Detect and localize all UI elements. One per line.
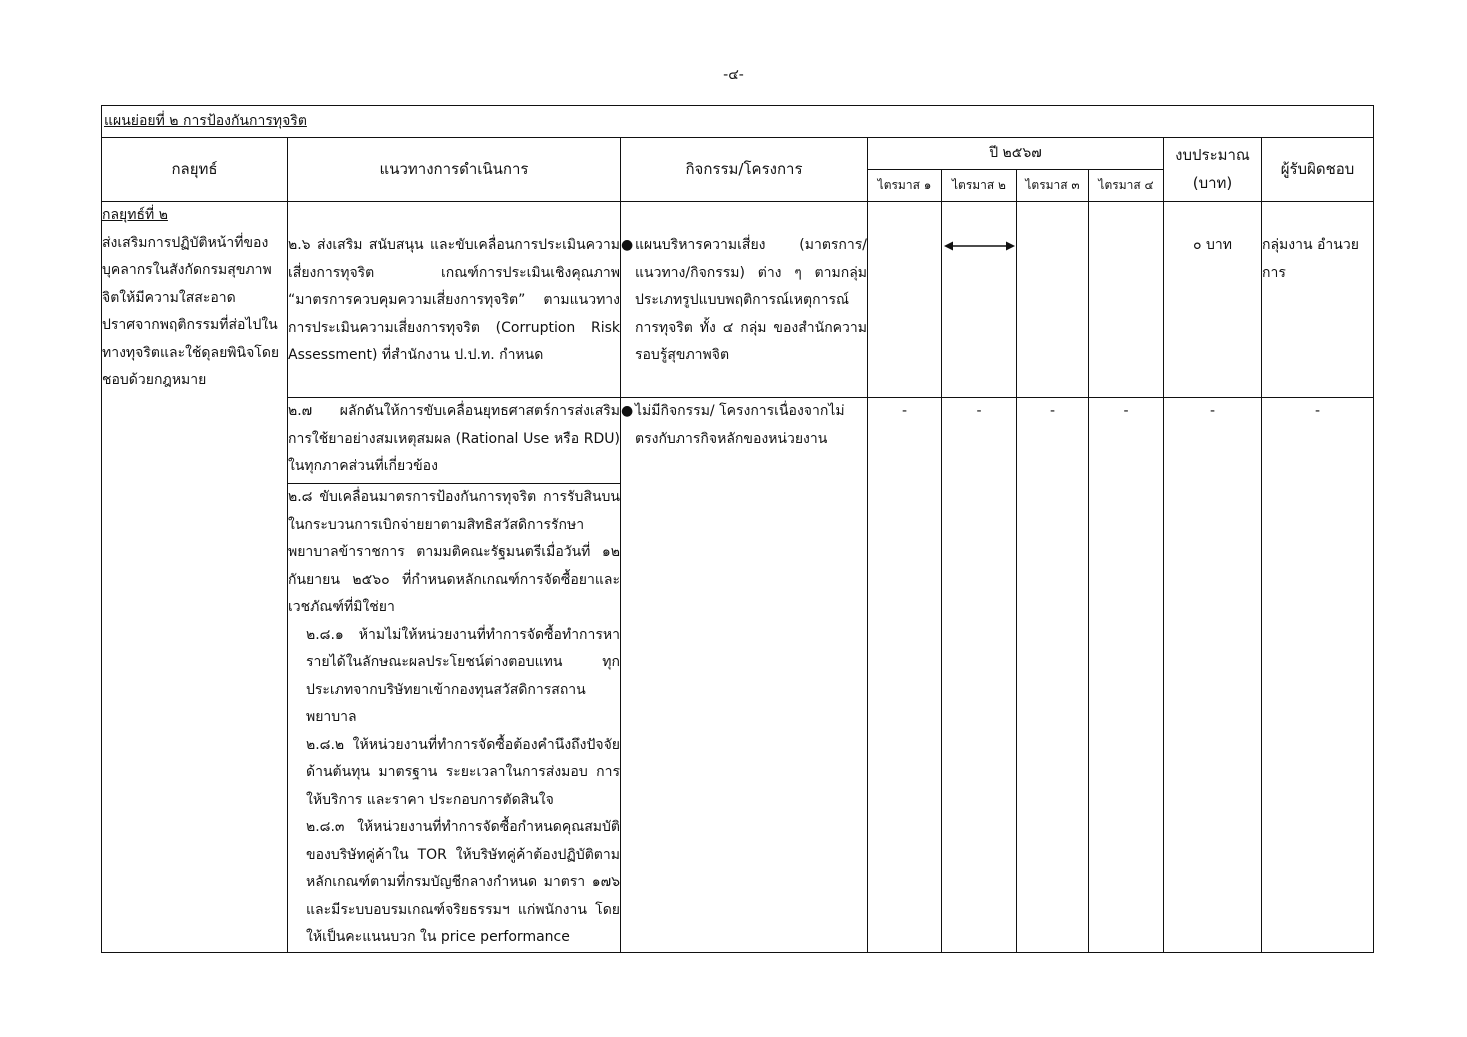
- page-number: -๔-: [723, 67, 744, 83]
- plan-table: [101, 105, 1374, 953]
- strategy-heading: กลยุทธ์ที่ ๒: [102, 207, 168, 223]
- q2-2-7: -: [942, 398, 1017, 953]
- q3-2-7: -: [1017, 398, 1089, 953]
- budget-2-7: -: [1164, 398, 1262, 953]
- approach-2-8-cell: [288, 484, 621, 953]
- plan-title: แผนย่อยที่ ๒ การป้องกันการทุจริต: [104, 113, 307, 129]
- header-budget: [1164, 138, 1262, 202]
- approach-2-6: ๒.๖ ส่งเสริม สนับสนุน และขับเคลื่อนการประเมินความเสี่ยงการทุจริต เกณฑ์การประเมินเชิงคุณภาพ “มาตรการควบคุมความเสี่ยงการทุจริต” ตามแนวทางการประเมินความเสี่ยงการทุจริต (Corruption Risk Assessment) ที่สำนักงาน ป.ป.ท. กำหนด: [288, 202, 621, 398]
- q4-cell-2-6: [1089, 202, 1164, 398]
- budget-2-6: ๐ บาท: [1164, 202, 1262, 398]
- header-quarter-2: ไตรมาส ๒: [942, 170, 1017, 202]
- activity-cell-2-6: [621, 202, 868, 398]
- q1-2-7: -: [868, 398, 942, 953]
- q3-cell-2-6: [1017, 202, 1089, 398]
- header-activity: กิจกรรม/โครงการ: [621, 138, 868, 202]
- header-year: ปี ๒๕๖๗: [868, 138, 1164, 170]
- header-strategy: กลยุทธ์: [102, 138, 288, 202]
- header-quarter-4: ไตรมาส ๔: [1089, 170, 1164, 202]
- header-owner: ผู้รับผิดชอบ: [1262, 138, 1374, 202]
- approach-2-7: ๒.๗ ผลักดันให้การขับเคลื่อนยุทธศาสตร์การส่งเสริมการใช้ยาอย่างสมเหตุสมผล (Rational Use หรือ RDU) ในทุกภาคส่วนที่เกี่ยวข้อง: [288, 398, 621, 484]
- plan-title-cell: [102, 106, 1374, 138]
- timeline-arrow-icon: [942, 240, 1017, 252]
- header-quarter-1: ไตรมาส ๑: [868, 170, 942, 202]
- q1-cell-2-6: [868, 202, 942, 398]
- strategy-text: ส่งเสริมการปฏิบัติหน้าที่ของบุคลากรในสังกัดกรมสุขภาพจิตให้มีความใสสะอาดปราศจากพฤติกรรมที่ส่อไปในทางทุจริตและใช้ดุลยพินิจโดยชอบด้วยกฎหมาย: [102, 234, 280, 388]
- q2-cell-2-6: [942, 202, 1017, 398]
- q4-2-7: -: [1089, 398, 1164, 953]
- activity-cell-2-7: [621, 398, 868, 953]
- header-budget-line1: งบประมาณ: [1175, 146, 1250, 164]
- approach-2-8: ๒.๘ ขับเคลื่อนมาตรการป้องกันการทุจริต การรับสินบนในกระบวนการเบิกจ่ายยาตามสิทธิสวัสดิการรักษาพยาบาลข้าราชการ ตามมติคณะรัฐมนตรีเมื่อวันที่ ๑๒ กันยายน ๒๕๖๐ ที่กำหนดหลักเกณฑ์การจัดซื้อยาและเวชภัณฑ์ที่มิใช่ยา: [288, 489, 620, 615]
- bullet-icon: ●: [621, 403, 634, 419]
- approach-2-8-3: ๒.๘.๓ ให้หน่วยงานที่ทำการจัดซื้อกำหนดคุณสมบัติของบริษัทคู่ค้าใน TOR ให้บริษัทคู่ค้าต้องปฏิบัติตามหลักเกณฑ์ตามที่กรมบัญชีกลางกำหนด มาตรา ๑๗๖ และมีระบบอบรมเกณฑ์จริยธรรมฯ แก่พนักงาน โดยให้เป็นคะแนนบวก ใน price performance: [306, 819, 620, 945]
- owner-2-7: -: [1262, 398, 1374, 953]
- approach-2-8-2: ๒.๘.๒ ให้หน่วยงานที่ทำการจัดซื้อต้องคำนึงถึงปัจจัยด้านต้นทุน มาตรฐาน ระยะเวลาในการส่งมอบ การให้บริการ และราคา ประกอบการตัดสินใจ: [306, 736, 620, 808]
- owner-2-6: กลุ่มงาน อำนวยการ: [1262, 202, 1374, 398]
- activity-2-6: แผนบริหารความเสี่ยง (มาตรการ/แนวทาง/กิจกรรม) ต่าง ๆ ตามกลุ่มประเภทรูปแบบพฤติการณ์เหตุการณ์การทุจริต ทั้ง ๔ กลุ่ม ของสำนักความรอบรู้สุขภาพจิต: [635, 237, 867, 363]
- strategy-cell: [102, 202, 288, 953]
- activity-2-7: ไม่มีกิจกรรม/ โครงการเนื่องจากไม่ตรงกับภารกิจหลักของหน่วยงาน: [635, 403, 845, 447]
- header-budget-line2: (บาท): [1192, 173, 1233, 192]
- header-approach: แนวทางการดำเนินการ: [288, 138, 621, 202]
- header-quarter-3: ไตรมาส ๓: [1017, 170, 1089, 202]
- approach-2-8-1: ๒.๘.๑ ห้ามไม่ให้หน่วยงานที่ทำการจัดซื้อทำการหารายได้ในลักษณะผลประโยชน์ต่างตอบแทน ทุกประเภทจากบริษัทยาเข้ากองทุนสวัสดิการสถานพยาบาล: [306, 626, 620, 725]
- bullet-icon: ●: [621, 237, 634, 253]
